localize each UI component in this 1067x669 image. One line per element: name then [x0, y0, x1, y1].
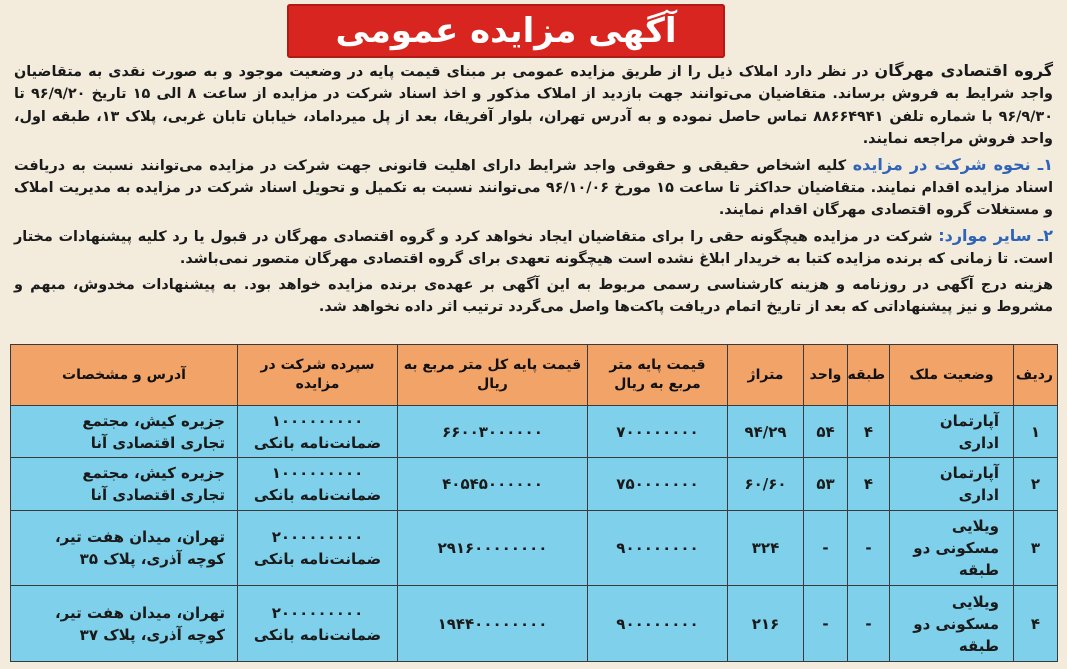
header-floor: طبقه	[848, 345, 890, 406]
deposit-amount: ۲۰۰۰۰۰۰۰۰۰	[271, 527, 364, 546]
cell-status: ویلایی مسکونی دو طبقه	[890, 586, 1014, 662]
cell-price-sqm: ۷۵۰۰۰۰۰۰۰	[588, 458, 728, 510]
section-1-text: کلیه اشخاص حقیقی و حقوقی واجد شرایط دارای اهلیت قانونی جهت شرکت در مزایده می‌توانند نسبت به دریافت اسناد مزایده اقدام نمایند. متقاضیان حداکثر تا ساعت ۱۵ مورخ ۹۶/۱۰/۰۶ می‌توانند نسبت به تکمیل و تحویل اسناد شرکت در مزایده به مدیریت املاک و مستغلات گروه اقتصادی مهرگان اقدام نمایند.	[14, 157, 1053, 219]
section-1-title: ۱ـ نحوه شرکت در مزایده	[852, 154, 1053, 174]
deposit-type: ضمانت‌نامه بانکی	[253, 625, 382, 644]
intro-paragraph	[14, 60, 1053, 151]
address-line-2: کوچه آذری، پلاک ۳۵	[79, 549, 225, 568]
cell-floor: ۴	[848, 458, 890, 510]
cell-deposit	[238, 458, 398, 510]
cell-price-total: ۲۹۱۶۰۰۰۰۰۰۰۰	[398, 510, 588, 586]
deposit-type: ضمانت‌نامه بانکی	[253, 485, 382, 504]
auction-table	[10, 344, 1058, 662]
section-2-text-2: هزینه درج آگهی در روزنامه و هزینه کارشناسی رسمی مربوط به این آگهی بر عهده‌ی برنده مزایده خواهد بود. به پیشنهادات مخدوش، مبهم و مشروط و نیز پیشنهاداتی که بعد از تاریخ اتمام دریافت پاکت‌ها واصل می‌گردد ترتیب اثر داده نخواهد شد.	[14, 276, 1053, 316]
cell-address	[11, 406, 238, 458]
cell-row-number: ۳	[1014, 510, 1058, 586]
cell-price-total: ۱۹۴۴۰۰۰۰۰۰۰۰	[398, 586, 588, 662]
header-status: وضعیت ملک	[890, 345, 1014, 406]
table-row	[11, 510, 1058, 586]
address-line-1: تهران، میدان هفت تیر،	[54, 603, 225, 622]
organization-name: گروه اقتصادی مهرگان	[874, 61, 1053, 80]
cell-floor: -	[848, 586, 890, 662]
table-row	[11, 586, 1058, 662]
section-1-paragraph	[14, 154, 1053, 222]
cell-status: ویلایی مسکونی دو طبقه	[890, 510, 1014, 586]
address-line-1: تهران، میدان هفت تیر،	[54, 527, 225, 546]
section-2-paragraph-2	[14, 274, 1053, 319]
table-row	[11, 406, 1058, 458]
cell-price-total: ۶۶۰۰۳۰۰۰۰۰۰	[398, 406, 588, 458]
address-line-2: تجاری اقتصادی آنا	[90, 433, 225, 452]
address-line-1: جزیره کیش، مجتمع	[82, 411, 225, 430]
cell-status: آپارتمان اداری	[890, 406, 1014, 458]
cell-status: آپارتمان اداری	[890, 458, 1014, 510]
cell-deposit	[238, 586, 398, 662]
cell-row-number: ۲	[1014, 458, 1058, 510]
header-area: متراژ	[728, 345, 804, 406]
section-2-title: ۲ـ سایر موارد:	[938, 225, 1053, 245]
cell-price-sqm: ۹۰۰۰۰۰۰۰۰	[588, 510, 728, 586]
cell-price-sqm: ۷۰۰۰۰۰۰۰۰	[588, 406, 728, 458]
cell-floor: -	[848, 510, 890, 586]
cell-unit: ۵۳	[804, 458, 848, 510]
table-row	[11, 458, 1058, 510]
ad-title: آگهی مزایده عمومی	[335, 11, 677, 51]
cell-address	[11, 586, 238, 662]
ad-title-banner	[287, 4, 725, 58]
address-line-2: تجاری اقتصادی آنا	[90, 485, 225, 504]
cell-area: ۶۰/۶۰	[728, 458, 804, 510]
deposit-amount: ۱۰۰۰۰۰۰۰۰۰	[271, 463, 364, 482]
cell-deposit	[238, 406, 398, 458]
section-2-paragraph	[14, 225, 1053, 271]
cell-unit: -	[804, 510, 848, 586]
deposit-type: ضمانت‌نامه بانکی	[253, 433, 382, 452]
ad-body	[14, 60, 1053, 321]
header-unit: واحد	[804, 345, 848, 406]
cell-address	[11, 458, 238, 510]
header-address: آدرس و مشخصات	[11, 345, 238, 406]
header-row-number: ردیف	[1014, 345, 1058, 406]
cell-row-number: ۱	[1014, 406, 1058, 458]
header-deposit: سپرده شرکت در مزایده	[238, 345, 398, 406]
deposit-amount: ۲۰۰۰۰۰۰۰۰۰	[271, 603, 364, 622]
cell-floor: ۴	[848, 406, 890, 458]
header-price-sqm: قیمت پایه متر مربع به ریال	[588, 345, 728, 406]
address-line-1: جزیره کیش، مجتمع	[82, 463, 225, 482]
header-price-total: قیمت پایه کل متر مربع به ریال	[398, 345, 588, 406]
cell-address	[11, 510, 238, 586]
cell-area: ۳۲۴	[728, 510, 804, 586]
deposit-amount: ۱۰۰۰۰۰۰۰۰۰	[271, 411, 364, 430]
section-2-text: شرکت در مزایده هیچگونه حقی را برای متقاضیان ایجاد نخواهد کرد و گروه اقتصادی مهرگان در قبول یا رد کلیه پیشنهادات مختار است. تا زمانی که برنده مزایده کتبا به خریدار ابلاغ نشده است هیچگونه تعهدی برای گروه اقتصادی مهرگان متصور نمی‌باشد.	[14, 228, 1053, 268]
cell-unit: -	[804, 586, 848, 662]
cell-area: ۲۱۶	[728, 586, 804, 662]
table-header-row	[11, 345, 1058, 406]
deposit-type: ضمانت‌نامه بانکی	[253, 549, 382, 568]
cell-row-number: ۴	[1014, 586, 1058, 662]
cell-area: ۹۴/۲۹	[728, 406, 804, 458]
address-line-2: کوچه آذری، پلاک ۳۷	[79, 625, 225, 644]
cell-price-sqm: ۹۰۰۰۰۰۰۰۰	[588, 586, 728, 662]
cell-unit: ۵۴	[804, 406, 848, 458]
cell-deposit	[238, 510, 398, 586]
cell-price-total: ۴۰۵۴۵۰۰۰۰۰۰	[398, 458, 588, 510]
intro-text: در نظر دارد املاک ذیل را از طریق مزایده عمومی بر مبنای قیمت پایه در وضعیت موجود و به صورت نقدی به متقاضیان واجد شرایط به فروش برساند. متقاضیان می‌توانند جهت بازدید از املاک مذکور و اخذ اسناد شرکت در مزایده از ساعت ۸ الی ۱۵ تاریخ ۹۶/۹/۲۰ تا ۹۶/۹/۳۰ با شماره تلفن ۸۸۶۶۴۹۴۱ تماس حاصل نموده و به آدرس تهران، بلوار آفریقا، بعد از پل میرداماد، خیابان تابان غربی، پلاک ۱۳، طبقه اول، واحد فروش مراجعه نمایند.	[14, 64, 1054, 148]
